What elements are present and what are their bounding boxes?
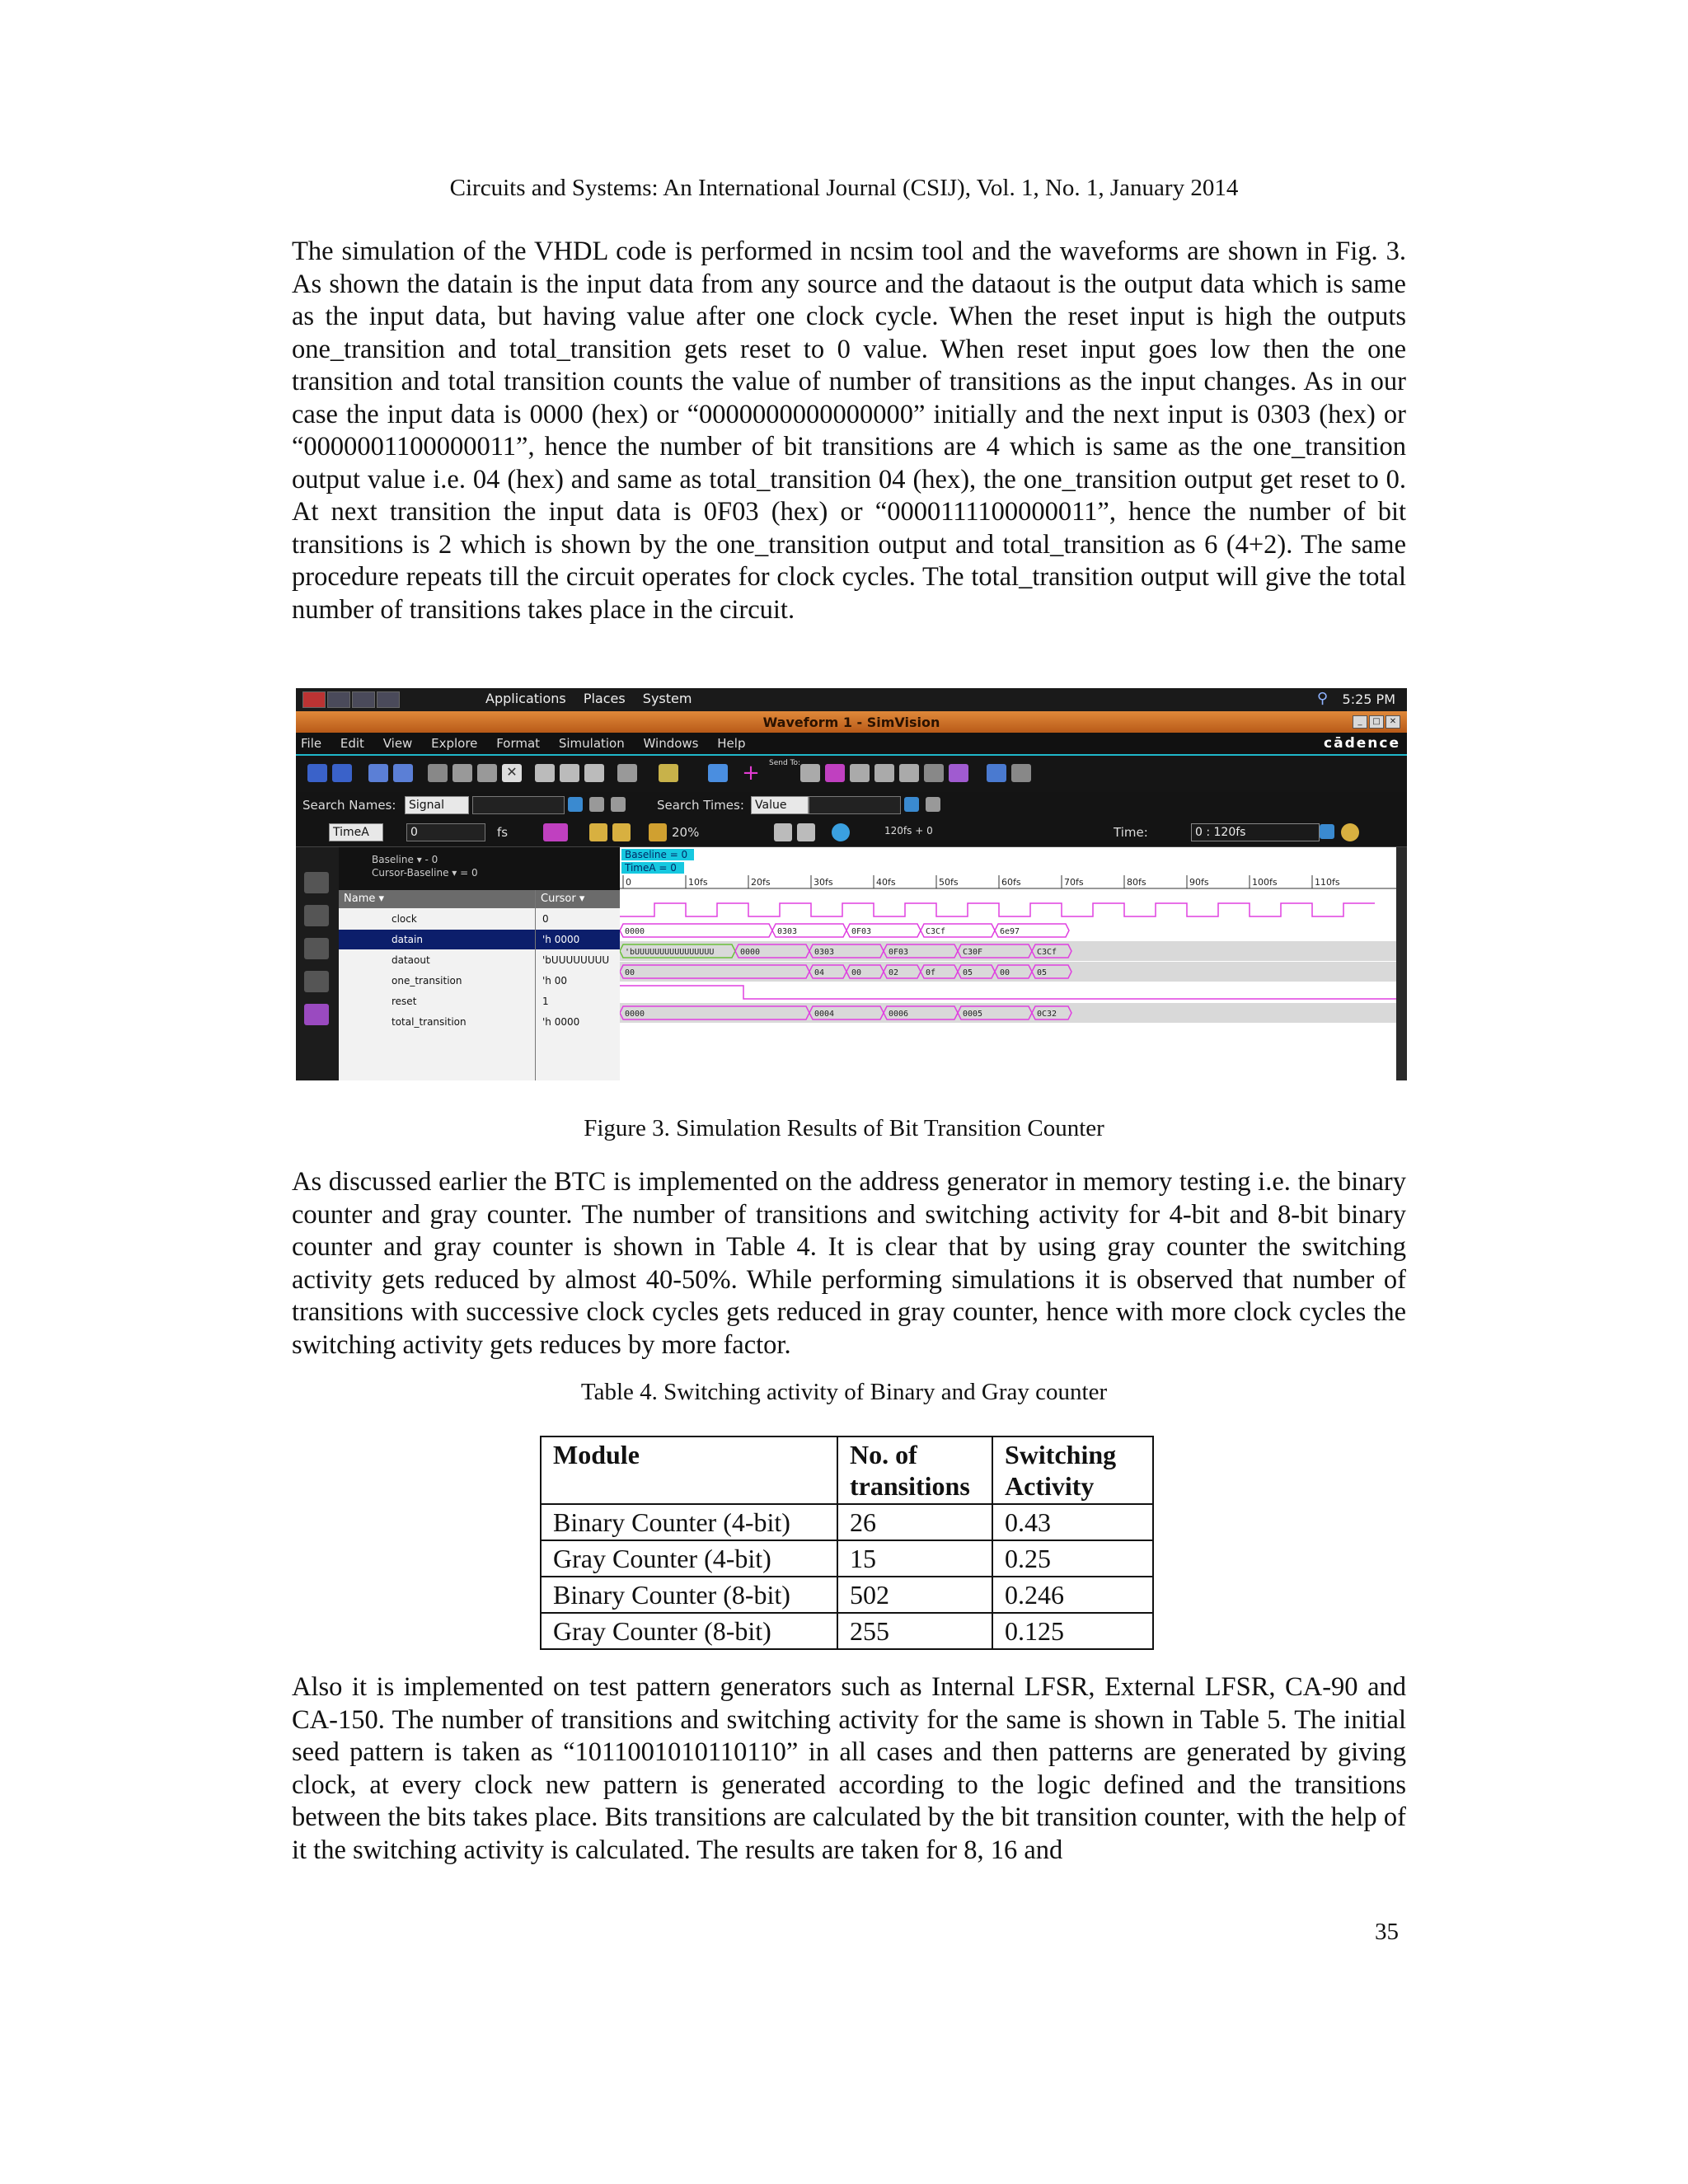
pointer-icon[interactable] <box>987 764 1006 782</box>
cursor-info <box>339 847 619 890</box>
paste-icon[interactable] <box>477 764 497 782</box>
search-toolbar <box>296 792 1407 819</box>
maximize-button[interactable]: □ <box>1369 715 1384 729</box>
dataout-value: 0F03 <box>889 948 909 957</box>
reset-waveform[interactable] <box>620 986 1396 999</box>
minimize-button[interactable]: _ <box>1353 715 1367 729</box>
time-tick-label: 50fs <box>939 877 959 888</box>
window-titlebar <box>296 711 1407 733</box>
datain-value: 0000 <box>625 927 645 936</box>
tool-icon-10[interactable] <box>850 764 870 782</box>
menu-windows[interactable]: Windows <box>643 736 699 751</box>
cursor-column-header[interactable]: Cursor ▾ <box>536 890 620 908</box>
search-names-button[interactable] <box>568 797 583 812</box>
paragraph-simulation: The simulation of the VHDL code is performed in ncsim tool and the waveforms are shown in Fig. 3. As shown the datain is the input data from any source and the dataout is the output data which is same as the input data, but having value after one clock cycle. When the reset input is high the outputs one_transition and total_transition gets reset to 0 value. When reset input goes low then the one transition and total transition counts the value of number of transitions as the input changes. As in our case the input data is 0000 (hex) or “0000000000000000” initially and the next input is 0303 (hex) or “0000001100000011”, hence the number of bit transitions are 4 which is same as the one_transition output value i.e. 04 (hex) and same as total_transition 04 (hex), the one_transition output get reset to 0. At next transition the input data is 0F03 (hex) or “0000111100000011”, hence the number of bit transitions is 2 which is shown by the one_transition output and total_transition as 6 (4+2). The same procedure repeats till the circuit operates for clock cycles. The total_transition output will give the total number of transitions takes place in the circuit. <box>292 237 1406 625</box>
search-times-label: Search Times: <box>657 798 744 813</box>
signal-name-one-transition[interactable]: one_transition <box>392 975 462 987</box>
time-tick-label: 70fs <box>1064 877 1084 888</box>
cursor-value-clock: 0 <box>542 913 549 925</box>
vertical-scrollbar[interactable] <box>1396 847 1407 1080</box>
menu-format[interactable]: Format <box>496 736 541 751</box>
time-range-input[interactable]: 0 : 120fs <box>1191 823 1320 841</box>
desktop-top-panel <box>296 688 1407 712</box>
dataout-value: 'bUUUUUUUUUUUUUUUU <box>625 948 715 957</box>
timea-marker: TimeA = 0 <box>625 862 677 874</box>
panel-clock: 5:25 PM <box>1342 691 1395 707</box>
side-toolbar <box>296 847 340 1080</box>
menu-file[interactable]: File <box>301 736 322 751</box>
table-cell: 502 <box>837 1577 992 1613</box>
paragraph-tpg: Also it is implemented on test pattern generators such as Internal LFSR, External LFSR, CA-90 and CA-150. The number of transitions and switching activity for the same is shown in Table 5. The initial seed pattern is taken as “1011001010110110” in all cases and then patterns are generated by giving clock, at every clock new pattern is generated according to the logic defined and the transitions between the bits takes place. Bits transitions are calculated by the bit transition counter, with the help of it the switching activity is calculated. The results are taken for 8, 16 and <box>292 1672 1406 1865</box>
menu-view[interactable]: View <box>382 736 413 751</box>
cut-icon[interactable] <box>428 764 448 782</box>
total-transition-value: 0005 <box>963 1010 983 1019</box>
one-transition-value: 05 <box>1037 968 1048 977</box>
table-cell: 0.125 <box>992 1613 1153 1649</box>
one-transition-value: 00 <box>625 968 635 977</box>
table-cell: 0.43 <box>992 1504 1153 1540</box>
one-transition-value: 05 <box>963 968 973 977</box>
side-tool-3[interactable] <box>304 938 329 959</box>
cursor-value-datain: 'h 0000 <box>536 930 620 949</box>
signal-name-reset[interactable]: reset <box>392 996 417 1007</box>
table-row <box>541 1504 1153 1540</box>
close-button[interactable]: ✕ <box>1386 715 1400 729</box>
table-row <box>541 1540 1153 1577</box>
applications-menu[interactable]: Applications <box>485 691 566 706</box>
datain-value: 6e97 <box>1000 927 1020 936</box>
signal-name-column <box>339 890 535 1080</box>
table-cell: 15 <box>837 1540 992 1577</box>
menu-simulation[interactable]: Simulation <box>558 736 625 751</box>
search-names-label: Search Names: <box>302 798 396 813</box>
menu-help[interactable]: Help <box>717 736 746 751</box>
tool-icon-1[interactable] <box>307 764 327 782</box>
main-toolbar <box>296 756 1407 793</box>
cadence-logo: cādence <box>1324 735 1400 752</box>
table-row <box>541 1577 1153 1613</box>
time-tick-label: 10fs <box>688 877 708 888</box>
datain-value: C3Cf <box>926 927 946 936</box>
table-caption: Table 4. Switching activity of Binary and Gray counter <box>580 1379 1108 1405</box>
table-cell: 0.246 <box>992 1577 1153 1613</box>
table-cell: 26 <box>837 1504 992 1540</box>
tool-icon-17[interactable] <box>589 823 607 841</box>
page-header: Circuits and Systems: An International Journal (CSIJ), Vol. 1, No. 1, January 2014 <box>449 175 1239 201</box>
table-row <box>541 1613 1153 1649</box>
time-tick-label: 30fs <box>814 877 833 888</box>
send-to-label: Send To: <box>769 759 801 767</box>
time-tick-label: 100fs <box>1252 877 1278 888</box>
time-a-select[interactable]: TimeA <box>329 823 383 841</box>
menu-edit[interactable]: Edit <box>340 736 364 751</box>
search-back-icon[interactable] <box>589 797 604 812</box>
time-range-button[interactable] <box>1320 824 1334 839</box>
time-tick-label: 80fs <box>1127 877 1146 888</box>
time-tick-label: 60fs <box>1001 877 1021 888</box>
simvision-screenshot <box>296 688 1407 1080</box>
copy-icon[interactable] <box>452 764 472 782</box>
page-number: 35 <box>1375 1919 1399 1945</box>
tool-icon-6[interactable] <box>617 764 637 782</box>
tool-icon-13[interactable] <box>924 764 944 782</box>
time-tick-label: 40fs <box>876 877 896 888</box>
time-toolbar <box>296 818 1407 847</box>
side-tool-2[interactable] <box>304 905 329 926</box>
tool-icon-9[interactable] <box>825 764 845 782</box>
cursor-value-total-transition: 'h 0000 <box>542 1016 580 1028</box>
menu-explore[interactable]: Explore <box>431 736 478 751</box>
time-tick-label: 110fs <box>1315 877 1340 888</box>
clock-waveform[interactable] <box>620 903 1375 916</box>
search-times-button[interactable] <box>904 797 919 812</box>
side-tool-5[interactable] <box>304 1004 329 1025</box>
one-transition-value: 04 <box>814 968 825 977</box>
search-times-back-icon[interactable] <box>926 797 940 812</box>
dataout-value: C30F <box>963 948 983 957</box>
system-menu[interactable]: System <box>642 691 692 706</box>
time-tick-label: 0 <box>626 877 631 888</box>
time-unit-select[interactable]: fs <box>497 825 509 840</box>
add-icon[interactable]: + <box>742 761 760 785</box>
zoom-icon[interactable] <box>1341 823 1359 841</box>
name-column-header[interactable]: Name ▾ <box>339 890 535 908</box>
cursor-value-column <box>535 890 620 1080</box>
table-cell: Gray Counter (4-bit) <box>541 1540 837 1577</box>
workspace-1[interactable] <box>302 691 326 708</box>
tool-icon-16[interactable] <box>543 823 568 841</box>
table-cell: 0.25 <box>992 1540 1153 1577</box>
header-switching-activity: Switching Activity <box>992 1436 1153 1504</box>
search-icon[interactable]: ⚲ <box>1316 690 1328 707</box>
datain-value: 0303 <box>777 927 798 936</box>
tool-icon-3[interactable] <box>535 764 555 782</box>
tool-icon-15[interactable] <box>1011 764 1031 782</box>
time-a-input[interactable]: 0 <box>406 823 485 841</box>
table-cell: Gray Counter (8-bit) <box>541 1613 837 1649</box>
waveform-area[interactable] <box>620 847 1396 1080</box>
cursor-value-dataout: 'bUUUUUUUU <box>542 954 610 966</box>
search-forward-icon[interactable] <box>611 797 626 812</box>
side-tool-1[interactable] <box>304 872 329 893</box>
dataout-value: 0000 <box>740 948 761 957</box>
total-transition-value: 0004 <box>814 1010 835 1019</box>
window-title: Waveform 1 - SimVision <box>762 715 940 730</box>
datain-value: 0F03 <box>851 927 872 936</box>
tool-icon-19[interactable] <box>774 823 792 841</box>
signal-name-total-transition[interactable]: total_transition <box>392 1016 467 1028</box>
header-transitions: No. of transitions <box>837 1436 992 1504</box>
paragraph-btc: As discussed earlier the BTC is implemented on the address generator in memory testing i.e. the binary counter and gray counter. The number of transitions and switching activity for 4-bit and 8-bit binary counter and gray counter is shown in Table 4. It is clear that by using gray counter the switching activity gets reduced by almost 40-50%. While performing simulations it is observed that number of transitions with successive clock cycles gets reduced in gray counter, hence with more clock cycles the switching activity gets reduces by more factor. <box>292 1167 1406 1360</box>
tool-icon-18[interactable] <box>612 823 631 841</box>
places-menu[interactable]: Places <box>583 691 626 706</box>
total-transition-value: 0000 <box>625 1010 645 1019</box>
tool-icon-2[interactable] <box>332 764 352 782</box>
table-cell: 255 <box>837 1613 992 1649</box>
tool-icon-8[interactable] <box>800 764 820 782</box>
one-transition-value: 00 <box>1000 968 1010 977</box>
table-header-row <box>541 1436 1153 1504</box>
table-cell: Binary Counter (4-bit) <box>541 1504 837 1540</box>
workspace-3[interactable] <box>352 691 375 708</box>
figure-caption: Figure 3. Simulation Results of Bit Transition Counter <box>584 1115 1104 1141</box>
tool-icon-20[interactable] <box>797 823 815 841</box>
table-cell: Binary Counter (8-bit) <box>541 1577 837 1613</box>
search-times-input[interactable] <box>809 796 901 814</box>
tool-icon-4[interactable] <box>560 764 579 782</box>
redo-icon[interactable] <box>393 764 413 782</box>
one-transition-value: 0f <box>926 968 936 977</box>
cursor-value-reset: 1 <box>542 996 549 1007</box>
baseline-marker: Baseline = 0 <box>625 849 688 860</box>
workspace-2[interactable] <box>327 691 350 708</box>
dataout-value: 0303 <box>814 948 835 957</box>
one-transition-value: 02 <box>889 968 899 977</box>
cursor-value-one-transition: 'h 00 <box>542 975 567 987</box>
cursor-baseline-info: Cursor-Baseline ▾ = 0 <box>372 867 478 879</box>
time-tick-label: 20fs <box>751 877 771 888</box>
search-names-input[interactable] <box>472 796 565 814</box>
app-menubar <box>296 733 1407 756</box>
tool-icon-11[interactable] <box>874 764 894 782</box>
signal-name-datain[interactable]: datain <box>339 930 535 949</box>
undo-icon[interactable] <box>368 764 388 782</box>
time-range-label: Time: <box>1114 825 1148 840</box>
one-transition-value: 00 <box>851 968 862 977</box>
tool-icon-5[interactable] <box>584 764 604 782</box>
dataout-value: C3Cf <box>1037 948 1057 957</box>
search-times-select[interactable]: Value <box>751 796 809 814</box>
side-tool-4[interactable] <box>304 971 329 992</box>
play-icon[interactable] <box>649 823 667 841</box>
workspace-4[interactable] <box>377 691 400 708</box>
baseline-info: Baseline ▾ - 0 <box>372 854 438 865</box>
signal-name-clock[interactable]: clock <box>392 913 417 925</box>
total-transition-value: 0C32 <box>1037 1010 1057 1019</box>
tool-icon-14[interactable] <box>949 764 968 782</box>
tool-icon-12[interactable] <box>899 764 919 782</box>
switching-activity-table <box>540 1436 1154 1650</box>
sim-time: 120fs + 0 <box>884 825 933 837</box>
delete-icon[interactable]: ✕ <box>502 764 522 782</box>
globe-icon[interactable] <box>708 764 728 782</box>
waveform-canvas[interactable] <box>620 847 1396 1080</box>
search-names-select[interactable]: Signal <box>405 796 469 814</box>
total-transition-value: 0006 <box>889 1010 909 1019</box>
header-module: Module <box>541 1436 837 1504</box>
tool-icon-7[interactable] <box>659 764 678 782</box>
sim-status-icon <box>832 823 850 841</box>
signal-name-dataout[interactable]: dataout <box>392 954 430 966</box>
zoom-value[interactable]: 20% <box>672 825 700 840</box>
time-tick-label: 90fs <box>1189 877 1209 888</box>
